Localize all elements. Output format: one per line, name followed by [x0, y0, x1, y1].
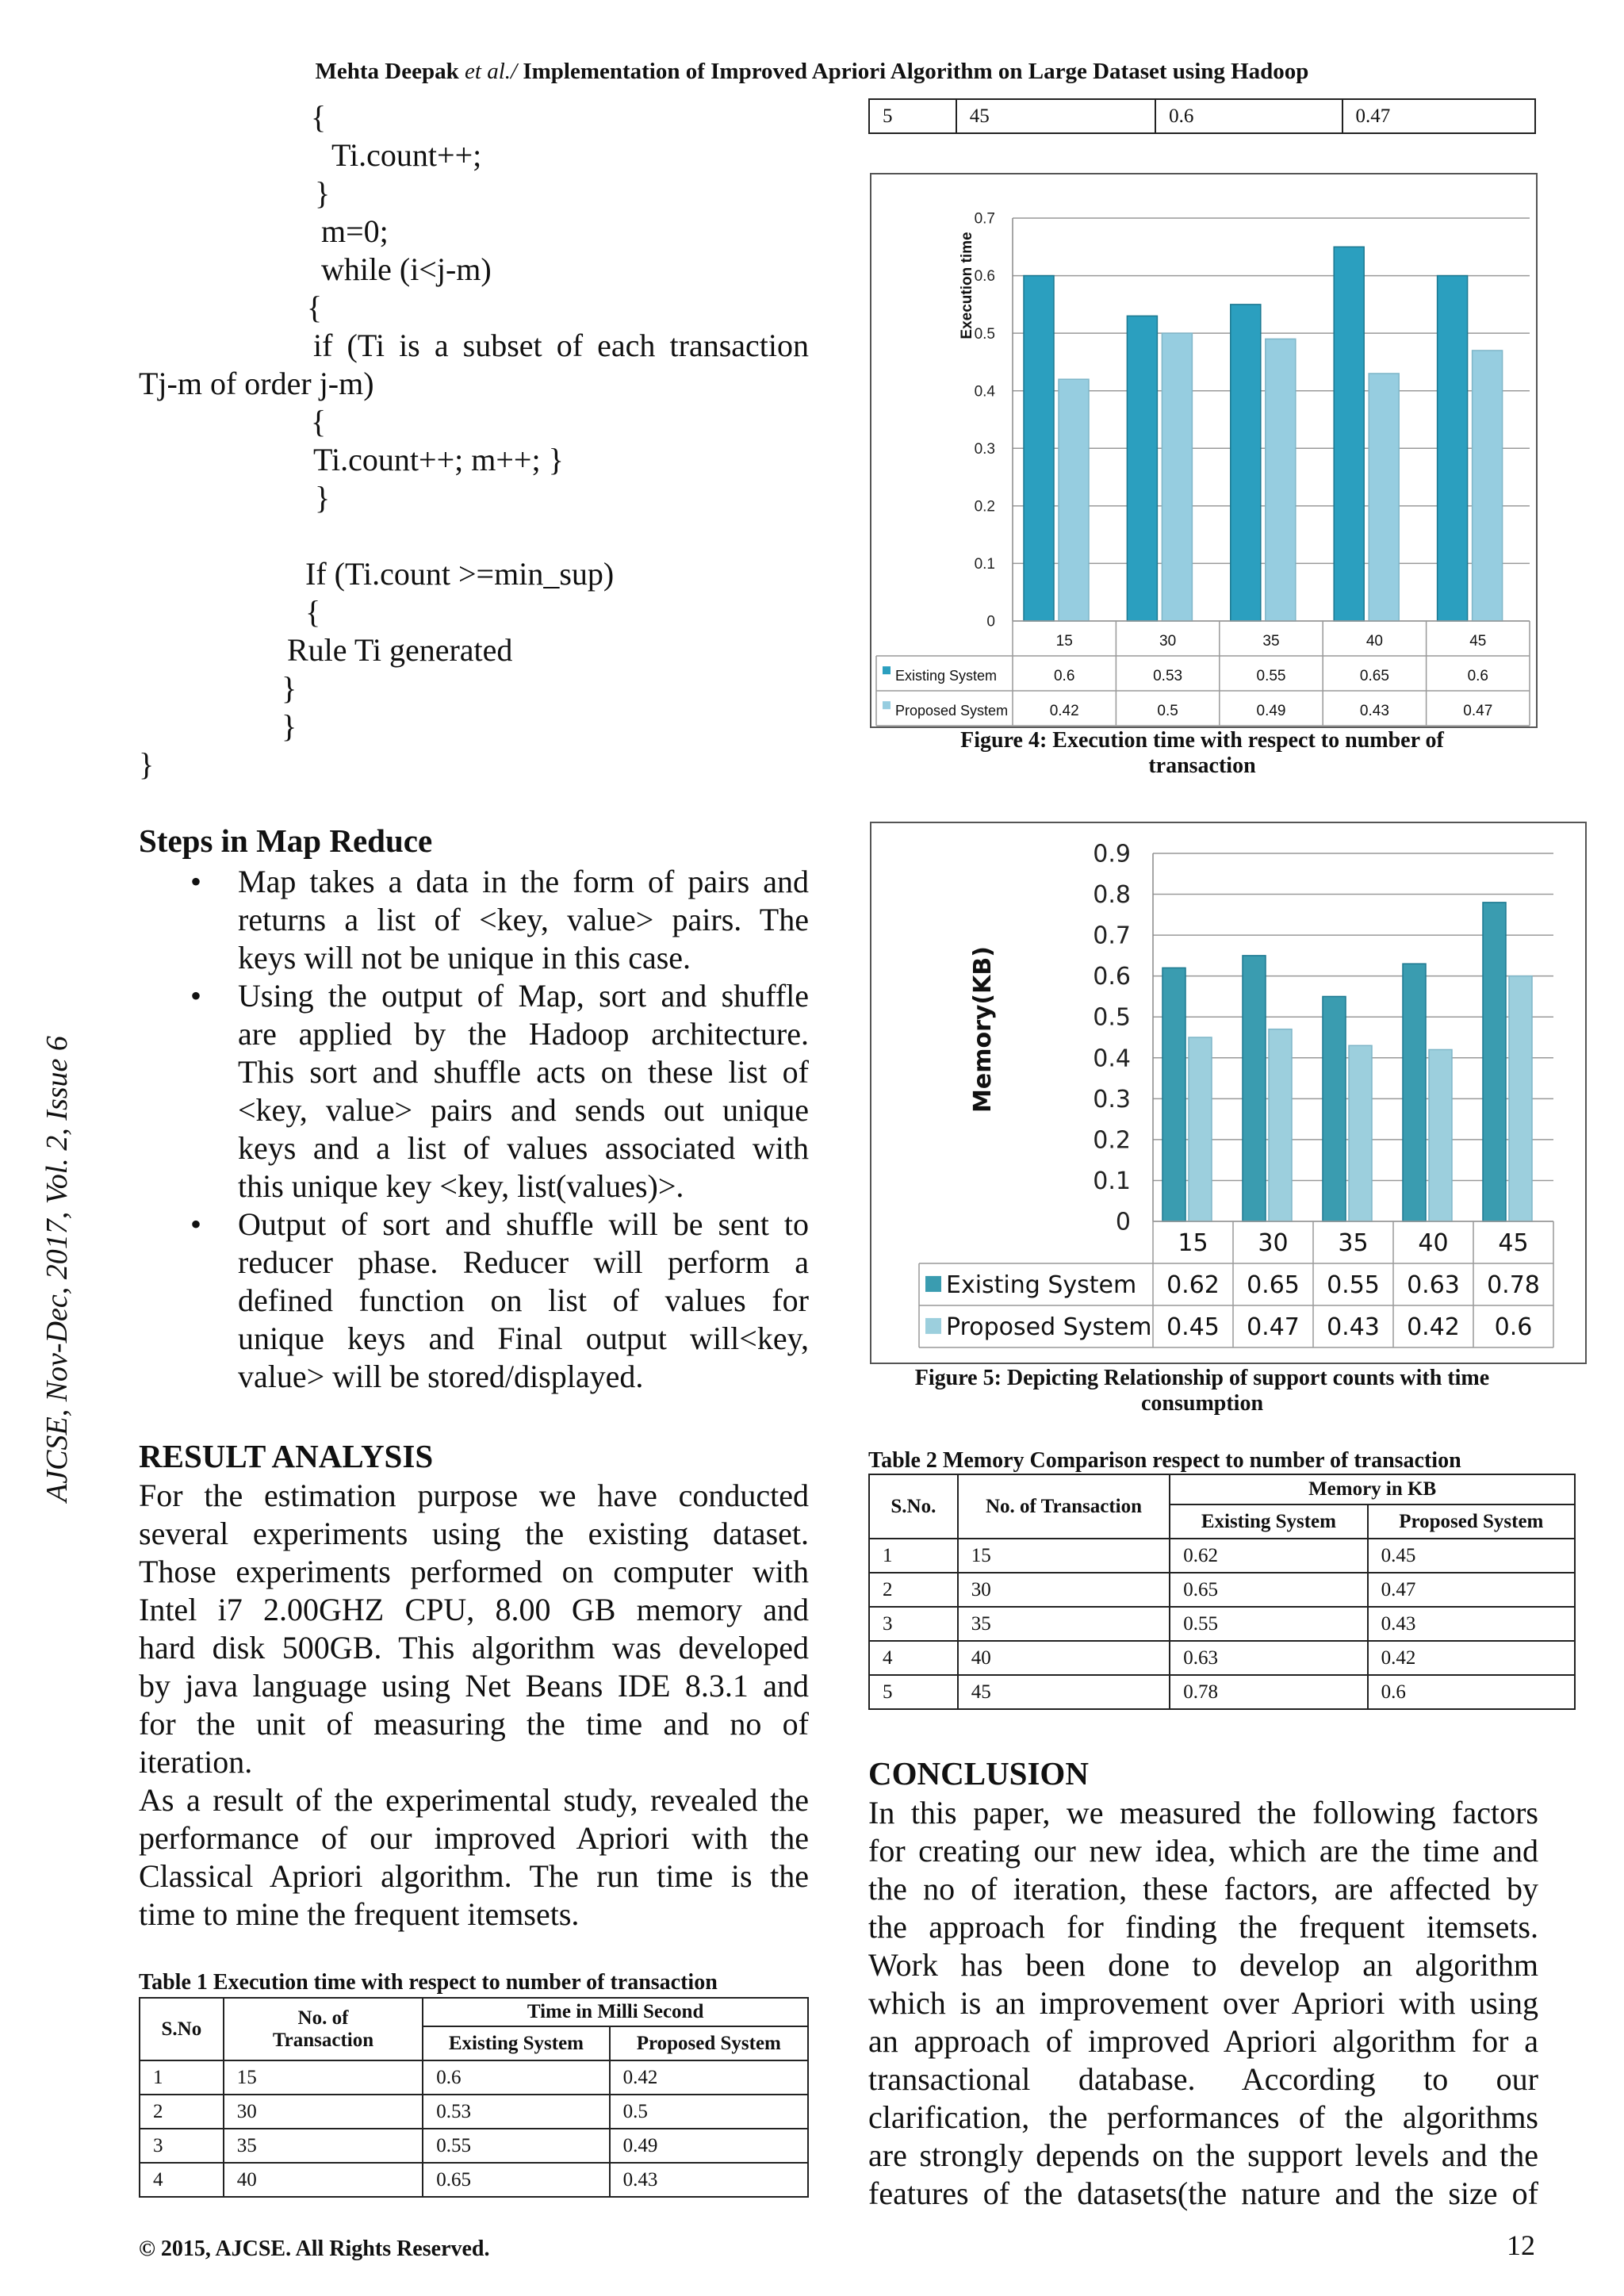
code-line: Rule Ti generated [287, 632, 513, 668]
data-label: 0.42 [1049, 702, 1079, 719]
header-author: Mehta Deepak [315, 59, 459, 84]
y-axis-label: Memory(KB) [969, 946, 997, 1113]
result-line: hard disk 500GB. This algorithm was developed [139, 1630, 809, 1665]
y-tick-label: 0.7 [974, 210, 995, 228]
figure4-svg [871, 174, 1536, 726]
data-label: 0.65 [1359, 667, 1389, 684]
code-line: } [139, 746, 155, 782]
steps-item [139, 863, 809, 977]
table-cell: 4 [140, 2163, 224, 2197]
table-cell: 40 [958, 1641, 1170, 1675]
table-row [869, 1675, 1575, 1709]
data-label: 0.55 [1256, 667, 1286, 684]
bar-existing [1127, 316, 1157, 621]
code-line: } [282, 708, 297, 744]
y-tick-label: 0.2 [974, 498, 995, 516]
table-cell: 0.5 [610, 2095, 808, 2129]
code-line: m=0; [321, 213, 389, 249]
table1-continued [868, 98, 1536, 134]
table-cell: 0.55 [423, 2129, 609, 2163]
table-cell: 45 [958, 1675, 1170, 1709]
table-cell: 0.47 [1342, 99, 1535, 133]
conclusion-line: the no of iteration, these factors, are affected by [868, 1871, 1538, 1907]
result-line: For the estimation purpose we have conducted [139, 1478, 809, 1513]
page-number: 12 [1507, 2229, 1535, 2261]
conclusion-line: the approach for finding the frequent itemsets. [868, 1909, 1538, 1945]
table-cell: 2 [869, 1573, 958, 1607]
bar-existing [1403, 964, 1426, 1221]
table-row [140, 2060, 808, 2095]
table2-header-existing: Existing System [1170, 1504, 1367, 1539]
result-line: Intel i7 2.00GHZ CPU, 8.00 GB memory and [139, 1592, 809, 1627]
data-label: 0.6 [1494, 1313, 1533, 1342]
bar-proposed [1349, 1045, 1372, 1221]
figure5-chart [870, 822, 1587, 1364]
conclusion-line: which is an improvement over Apriori with using [868, 1985, 1538, 2021]
table-row [869, 1607, 1575, 1641]
table-cell: 0.6 [423, 2060, 609, 2095]
steps-line: unique keys and Final output will<key, [238, 1320, 809, 1356]
figure4-chart [870, 173, 1538, 728]
table2-header-transaction: No. of Transaction [958, 1474, 1170, 1539]
table-cell: 0.6 [1155, 99, 1342, 133]
conclusion-line: transactional database. According to our [868, 2061, 1538, 2097]
bar-proposed [1509, 976, 1532, 1221]
figure4-caption [868, 728, 1536, 779]
table2 [868, 1474, 1576, 1710]
table-cell: 45 [956, 99, 1155, 133]
table-cell: 0.78 [1170, 1675, 1367, 1709]
table-cell: 30 [958, 1573, 1170, 1607]
code-line: if (Ti is a subset of each transaction [313, 328, 809, 363]
table-cell: 1 [140, 2060, 224, 2095]
data-label: 0.42 [1407, 1313, 1460, 1342]
table1-header-group: Time in Milli Second [423, 1998, 808, 2026]
bullet-icon: • [190, 864, 202, 899]
table-cell: 0.65 [423, 2163, 609, 2197]
bar-existing [1231, 305, 1261, 621]
y-tick-label: 0.5 [1093, 1003, 1131, 1032]
y-tick-label: 0.2 [1093, 1126, 1131, 1155]
table-cell: 35 [224, 2129, 423, 2163]
y-tick-label: 0.4 [974, 383, 995, 401]
result-line: Those experiments performed on computer with [139, 1554, 809, 1589]
bar-proposed [1369, 374, 1399, 621]
footer-copyright: © 2015, AJCSE. All Rights Reserved. [139, 2237, 490, 2261]
x-tick-label: 40 [1365, 632, 1383, 650]
table-cell: 40 [224, 2163, 423, 2197]
steps-line: Using the output of Map, sort and shuffle [238, 978, 809, 1014]
side-label-text: AJCSE, Nov-Dec, 2017, Vol. 2, Issue 6 [40, 1036, 74, 1502]
data-label: 0.43 [1359, 702, 1389, 719]
bar-existing [1243, 956, 1266, 1221]
table-row [869, 99, 1535, 133]
legend-swatch-proposed [883, 701, 891, 709]
code-line: while (i<j-m) [321, 251, 492, 287]
bar-proposed [1266, 339, 1296, 621]
header-title: Implementation of Improved Apriori Algorithm on Large Dataset using Hadoop [523, 59, 1309, 84]
steps-item [139, 1205, 809, 1396]
x-tick-label: 15 [1178, 1229, 1208, 1258]
bar-proposed [1162, 333, 1192, 621]
y-axis-label: Execution time [959, 232, 975, 339]
figure4-caption-line: Figure 4: Execution time with respect to number of [960, 728, 1444, 753]
table2-header-group: Memory in KB [1170, 1474, 1575, 1504]
bar-existing [1334, 247, 1364, 621]
data-label: 0.62 [1166, 1271, 1220, 1300]
conclusion-line: are strongly depends on the support levels and the [868, 2137, 1538, 2173]
bar-existing [1483, 903, 1506, 1221]
table-cell: 0.45 [1368, 1539, 1575, 1573]
data-label: 0.49 [1256, 702, 1286, 719]
table-cell: 15 [224, 2060, 423, 2095]
table-cell: 0.47 [1368, 1573, 1575, 1607]
y-tick-label: 0.3 [974, 440, 995, 458]
conclusion-heading: CONCLUSION [868, 1755, 1089, 1792]
table2-caption: Table 2 Memory Comparison respect to number of transaction [868, 1448, 1461, 1473]
bar-existing [1438, 276, 1468, 621]
code-line: { [305, 594, 321, 630]
result-line: performance of our improved Apriori with the [139, 1820, 809, 1856]
steps-line: Output of sort and shuffle will be sent to [238, 1206, 809, 1242]
data-label: 0.63 [1407, 1271, 1460, 1300]
table1-header-transaction [224, 1998, 423, 2060]
conclusion-line: for creating our new idea, which are the time and [868, 1833, 1538, 1869]
steps-line: keys will not be unique in this case. [238, 940, 691, 976]
code-line: Ti.count++; [331, 137, 482, 173]
x-tick-label: 35 [1338, 1229, 1369, 1258]
table2-header-proposed: Proposed System [1368, 1504, 1575, 1539]
steps-line: value> will be stored/displayed. [238, 1359, 644, 1394]
code-line: Ti.count++; m++; } [313, 442, 564, 477]
y-tick-label: 0.5 [974, 325, 995, 343]
result-line: time to mine the frequent itemsets. [139, 1896, 580, 1932]
table-cell: 0.65 [1170, 1573, 1367, 1607]
table-cell: 5 [869, 1675, 958, 1709]
x-tick-label: 40 [1418, 1229, 1449, 1258]
code-line: { [311, 99, 327, 135]
table-cell: 35 [958, 1607, 1170, 1641]
data-label: 0.65 [1247, 1271, 1300, 1300]
table1 [139, 1997, 809, 2198]
table-cell: 15 [958, 1539, 1170, 1573]
y-tick-label: 0.6 [1093, 963, 1131, 991]
table-cell: 0.55 [1170, 1607, 1367, 1641]
steps-heading: Steps in Map Reduce [139, 822, 433, 859]
table-cell: 0.63 [1170, 1641, 1367, 1675]
steps-item [139, 977, 809, 1205]
code-line: { [311, 404, 327, 439]
bar-proposed [1429, 1049, 1452, 1221]
table1-header-transaction-line1: No. of [297, 2007, 349, 2029]
legend-label: Proposed System [895, 702, 1009, 719]
table-cell: 0.53 [423, 2095, 609, 2129]
data-label: 0.47 [1247, 1313, 1300, 1342]
table-cell: 5 [869, 99, 956, 133]
data-label: 0.47 [1463, 702, 1493, 719]
steps-line: This sort and shuffle acts on these list of [238, 1054, 809, 1090]
data-label: 0.78 [1487, 1271, 1540, 1300]
table-cell: 0.42 [610, 2060, 808, 2095]
table-cell: 2 [140, 2095, 224, 2129]
table-row [869, 1573, 1575, 1607]
y-tick-label: 0.4 [1093, 1045, 1131, 1073]
y-tick-label: 0.8 [1093, 881, 1131, 910]
result-line: iteration. [139, 1744, 253, 1780]
legend-swatch-proposed [925, 1318, 941, 1334]
bar-proposed [1473, 351, 1503, 621]
bar-existing [1024, 276, 1054, 621]
result-heading: RESULT ANALYSIS [139, 1438, 434, 1474]
code-line: { [307, 289, 323, 325]
steps-line: defined function on list of values for [238, 1282, 809, 1318]
table-cell: 0.49 [610, 2129, 808, 2163]
figure5-caption-line: consumption [1140, 1391, 1264, 1416]
y-tick-label: 0.9 [1093, 840, 1131, 868]
conclusion-line: clarification, the performances of the algorithms [868, 2099, 1538, 2135]
side-label [40, 1036, 74, 1502]
code-line: } [282, 670, 297, 706]
table-cell: 4 [869, 1641, 958, 1675]
result-line: several experiments using the existing dataset. [139, 1516, 809, 1551]
table1-header-proposed: Proposed System [610, 2026, 808, 2060]
legend-label: Existing System [895, 667, 998, 684]
y-tick-label: 0 [1115, 1208, 1131, 1236]
x-tick-label: 45 [1469, 632, 1487, 650]
legend-label: Existing System [946, 1271, 1137, 1300]
table-row [869, 1539, 1575, 1573]
table1-caption: Table 1 Execution time with respect to number of transaction [139, 1970, 718, 1995]
steps-line: this unique key <key, list(values)>. [238, 1168, 684, 1204]
bar-proposed [1189, 1037, 1212, 1221]
data-label: 0.55 [1327, 1271, 1380, 1300]
table2-header-sno: S.No. [869, 1474, 958, 1539]
code-line: } [315, 175, 331, 211]
table1-header-existing: Existing System [423, 2026, 609, 2060]
figure4-caption-line: transaction [1148, 753, 1256, 778]
data-label: 0.45 [1166, 1313, 1220, 1342]
code-line: If (Ti.count >=min_sup) [305, 556, 615, 592]
y-tick-label: 0.6 [974, 268, 995, 286]
table1-header-transaction-line2: Transaction [272, 2029, 374, 2051]
y-tick-label: 0.1 [1093, 1167, 1131, 1195]
bar-proposed [1269, 1029, 1292, 1221]
x-tick-label: 45 [1498, 1229, 1529, 1258]
legend-swatch-existing [925, 1276, 941, 1292]
table-row [140, 2095, 808, 2129]
x-tick-label: 35 [1262, 632, 1280, 650]
bar-existing [1162, 968, 1185, 1221]
legend-swatch-existing [883, 666, 891, 674]
y-tick-label: 0 [986, 613, 995, 631]
data-label: 0.6 [1467, 667, 1489, 684]
data-label: 0.5 [1157, 702, 1178, 719]
x-tick-label: 30 [1258, 1229, 1289, 1258]
table-cell: 0.42 [1368, 1641, 1575, 1675]
bullet-icon: • [190, 978, 202, 1014]
code-line: Tj-m of order j-m) [139, 366, 374, 401]
x-tick-label: 15 [1055, 632, 1073, 650]
figure5-caption [868, 1366, 1536, 1416]
y-tick-label: 0.3 [1093, 1085, 1131, 1114]
header-etal: et al./ [465, 59, 518, 84]
table-cell: 0.6 [1368, 1675, 1575, 1709]
conclusion-paragraph [868, 1794, 1538, 2213]
table-cell: 3 [869, 1607, 958, 1641]
steps-line: <key, value> pairs and sends out unique [238, 1092, 809, 1128]
table-cell: 30 [224, 2095, 423, 2129]
figure5-caption-line: Figure 5: Depicting Relationship of support counts with time [914, 1366, 1490, 1390]
result-line: Classical Apriori algorithm. The run time is the [139, 1858, 809, 1894]
steps-line: keys and a list of values associated with [238, 1130, 809, 1166]
conclusion-line: Work has been done to develop an algorithm [868, 1947, 1538, 1983]
steps-line: returns a list of <key, value> pairs. The [238, 902, 809, 937]
result-line: for the unit of measuring the time and no of [139, 1706, 809, 1742]
bar-proposed [1059, 379, 1089, 621]
steps-line: are applied by the Hadoop architecture. [238, 1016, 809, 1052]
steps-line: reducer phase. Reducer will perform a [238, 1244, 809, 1280]
table-row [869, 1641, 1575, 1675]
table-cell: 1 [869, 1539, 958, 1573]
figure5-svg [871, 823, 1585, 1363]
table-row [140, 2163, 808, 2197]
data-label: 0.43 [1327, 1313, 1380, 1342]
data-label: 0.6 [1053, 667, 1075, 684]
table-row [140, 2129, 808, 2163]
bullet-icon: • [190, 1206, 202, 1242]
y-tick-label: 0.7 [1093, 922, 1131, 950]
legend-label: Proposed System [946, 1313, 1152, 1342]
table-cell: 0.43 [1368, 1607, 1575, 1641]
result-paragraph-1 [139, 1477, 809, 1934]
running-header [0, 59, 1624, 85]
table-cell: 0.43 [610, 2163, 808, 2197]
table-cell: 3 [140, 2129, 224, 2163]
code-line: } [315, 480, 331, 516]
conclusion-line: In this paper, we measured the following factors [868, 1795, 1538, 1830]
y-tick-label: 0.1 [974, 556, 995, 573]
table-cell: 0.62 [1170, 1539, 1367, 1573]
steps-list [139, 863, 809, 1396]
conclusion-line: features of the datasets(the nature and the size of [868, 2175, 1538, 2211]
steps-line: Map takes a data in the form of pairs and [238, 864, 809, 899]
result-line: As a result of the experimental study, revealed the [139, 1782, 809, 1818]
x-tick-label: 30 [1159, 632, 1177, 650]
data-label: 0.53 [1153, 667, 1183, 684]
conclusion-line: an approach of improved Apriori algorithm for a [868, 2023, 1538, 2059]
table1-header-sno: S.No [140, 1998, 224, 2060]
result-line: by java language using Net Beans IDE 8.3.1 and [139, 1668, 809, 1704]
bar-existing [1323, 996, 1346, 1221]
